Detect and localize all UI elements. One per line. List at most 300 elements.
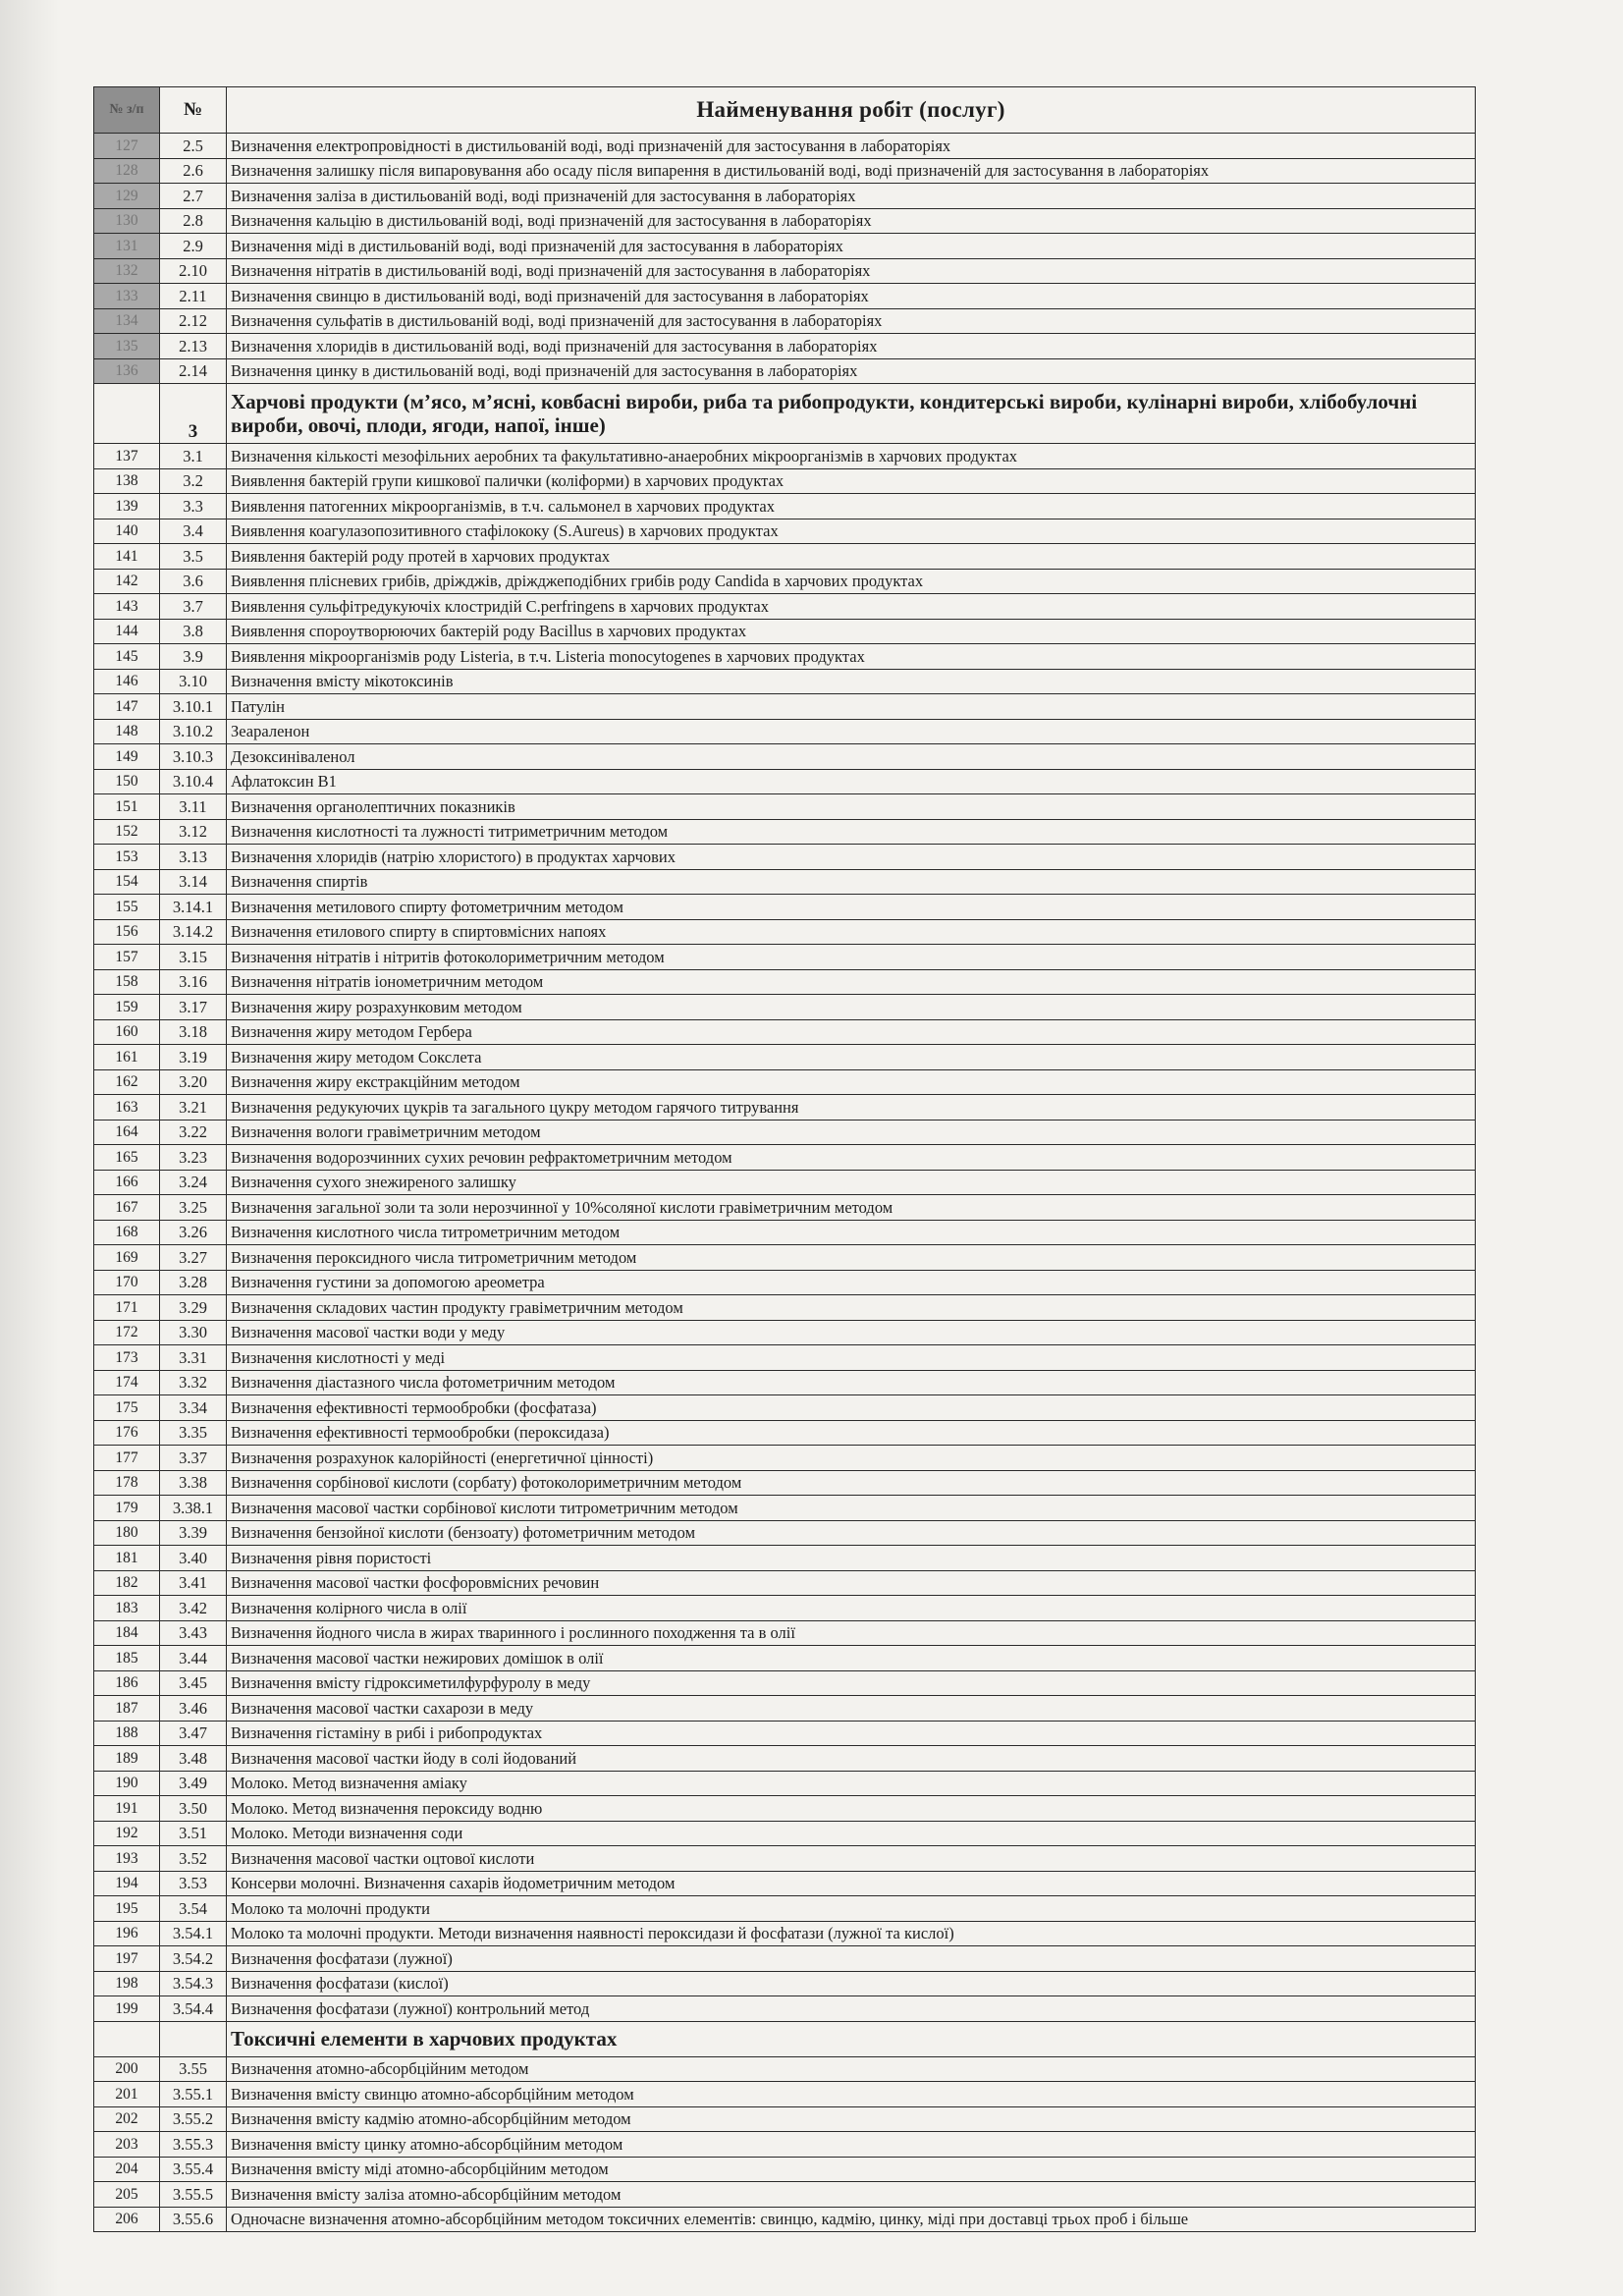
table-row — [94, 2132, 1476, 2158]
table-row — [94, 1546, 1476, 1571]
cell-no: 3.34 — [160, 1395, 227, 1421]
cell-no: 3.21 — [160, 1095, 227, 1121]
cell-pp: 177 — [94, 1446, 160, 1471]
cell-pp: 133 — [94, 284, 160, 309]
table-row — [94, 519, 1476, 544]
cell-name: Визначення сульфатів в дистильованій воді, воді призначеній для застосування в лабораторіях — [227, 308, 1476, 334]
cell-name: Дезоксиніваленол — [227, 744, 1476, 770]
table-row — [94, 1596, 1476, 1621]
cell-no: 3.10.4 — [160, 769, 227, 794]
table-row — [94, 1796, 1476, 1822]
cell-pp: 153 — [94, 845, 160, 870]
cell-pp: 129 — [94, 184, 160, 209]
table-row — [94, 1971, 1476, 1996]
cell-no: 3.55 — [160, 2056, 227, 2082]
cell-pp: 136 — [94, 358, 160, 384]
header-name: Найменування робіт (послуг) — [227, 87, 1476, 134]
cell-pp: 193 — [94, 1846, 160, 1872]
cell-pp — [94, 2021, 160, 2056]
cell-name: Молоко та молочні продукти. Методи визначення наявності пероксидази й фосфатази (лужної та кислої) — [227, 1921, 1476, 1946]
table-row — [94, 1896, 1476, 1922]
table-row — [94, 468, 1476, 494]
cell-no: 3.9 — [160, 644, 227, 670]
table-row — [94, 1420, 1476, 1446]
table-row — [94, 1771, 1476, 1796]
cell-pp: 141 — [94, 544, 160, 570]
cell-no: 3.16 — [160, 969, 227, 995]
cell-no: 3.14 — [160, 869, 227, 895]
cell-pp: 167 — [94, 1195, 160, 1221]
cell-name: Афлатоксин В1 — [227, 769, 1476, 794]
table-row — [94, 594, 1476, 620]
table-row — [94, 1245, 1476, 1271]
cell-no: 3.37 — [160, 1446, 227, 1471]
cell-pp: 195 — [94, 1896, 160, 1922]
cell-name: Визначення водорозчинних сухих речовин рефрактометричним методом — [227, 1145, 1476, 1171]
cell-no: 3.55.2 — [160, 2106, 227, 2132]
cell-name: Визначення фосфатази (кислої) — [227, 1971, 1476, 1996]
table-row — [94, 1019, 1476, 1045]
cell-no: 3.55.1 — [160, 2082, 227, 2107]
cell-pp: 156 — [94, 919, 160, 945]
cell-pp: 205 — [94, 2182, 160, 2208]
cell-no: 3.14.1 — [160, 895, 227, 920]
cell-no: 3.53 — [160, 1871, 227, 1896]
cell-pp: 157 — [94, 945, 160, 970]
cell-name: Визначення вмісту міді атомно-абсорбційним методом — [227, 2157, 1476, 2182]
table-row — [94, 969, 1476, 995]
cell-no: 2.8 — [160, 208, 227, 234]
cell-no: 3.7 — [160, 594, 227, 620]
cell-pp: 161 — [94, 1045, 160, 1070]
cell-no: 3.6 — [160, 569, 227, 594]
cell-pp: 138 — [94, 468, 160, 494]
table-row — [94, 494, 1476, 519]
cell-no: 3.25 — [160, 1195, 227, 1221]
table-row — [94, 1320, 1476, 1345]
cell-name: Молоко. Методи визначення соди — [227, 1821, 1476, 1846]
table-row — [94, 619, 1476, 644]
table-header — [94, 87, 1476, 134]
table-row — [94, 1095, 1476, 1121]
table-row — [94, 134, 1476, 159]
cell-name: Визначення цинку в дистильованій воді, воді призначеній для застосування в лабораторіях — [227, 358, 1476, 384]
cell-pp: 201 — [94, 2082, 160, 2107]
table-row — [94, 358, 1476, 384]
cell-name: Визначення вмісту кадмію атомно-абсорбційним методом — [227, 2106, 1476, 2132]
cell-no: 3.38 — [160, 1470, 227, 1496]
table-row — [94, 1045, 1476, 1070]
table-row — [94, 995, 1476, 1020]
cell-no: 3.10.3 — [160, 744, 227, 770]
table-row — [94, 1646, 1476, 1671]
cell-name: Харчові продукти (м’ясо, м’ясні, ковбасні вироби, риба та рибопродукти, кондитерські вироби, кулінарні вироби, хлібобулочні вироби, овочі, плоди, ягоди, напої, інше) — [227, 384, 1476, 444]
cell-no: 3.55.5 — [160, 2182, 227, 2208]
cell-pp: 206 — [94, 2207, 160, 2232]
cell-no: 3.5 — [160, 544, 227, 570]
table-row — [94, 2082, 1476, 2107]
cell-name: Визначення кількості мезофільних аеробних та факультативно-анаеробних мікроорганізмів в харчових продуктах — [227, 444, 1476, 469]
cell-name: Визначення діастазного числа фотометричним методом — [227, 1370, 1476, 1395]
table-row — [94, 644, 1476, 670]
cell-pp: 187 — [94, 1696, 160, 1722]
cell-name: Визначення нітратів іонометричним методом — [227, 969, 1476, 995]
cell-pp: 154 — [94, 869, 160, 895]
cell-no: 3.50 — [160, 1796, 227, 1822]
cell-name: Визначення масової частки фосфоровмісних речовин — [227, 1570, 1476, 1596]
cell-no: 3.11 — [160, 794, 227, 820]
cell-no: 3.48 — [160, 1746, 227, 1772]
cell-pp: 190 — [94, 1771, 160, 1796]
cell-no: 3.47 — [160, 1721, 227, 1746]
cell-no: 3.55.3 — [160, 2132, 227, 2158]
cell-pp: 135 — [94, 334, 160, 359]
cell-no: 3.54.2 — [160, 1946, 227, 1972]
cell-pp: 162 — [94, 1069, 160, 1095]
table-row — [94, 1345, 1476, 1371]
cell-pp: 159 — [94, 995, 160, 1020]
table-row — [94, 1620, 1476, 1646]
cell-name: Визначення вмісту заліза атомно-абсорбційним методом — [227, 2182, 1476, 2208]
cell-name: Визначення жиру екстракційним методом — [227, 1069, 1476, 1095]
cell-name: Виявлення патогенних мікроорганізмів, в т.ч. сальмонел в харчових продуктах — [227, 494, 1476, 519]
table-row — [94, 794, 1476, 820]
cell-pp: 188 — [94, 1721, 160, 1746]
cell-pp: 168 — [94, 1220, 160, 1245]
cell-name: Визначення бензойної кислоти (бензоату) фотометричним методом — [227, 1520, 1476, 1546]
cell-name: Молоко та молочні продукти — [227, 1896, 1476, 1922]
cell-name: Визначення свинцю в дистильованій воді, воді призначеній для застосування в лабораторіях — [227, 284, 1476, 309]
cell-no: 3.54.1 — [160, 1921, 227, 1946]
cell-name: Визначення кальцію в дистильованій воді, воді призначеній для застосування в лабораторіях — [227, 208, 1476, 234]
cell-no: 3.18 — [160, 1019, 227, 1045]
cell-no: 3.38.1 — [160, 1496, 227, 1521]
cell-name: Виявлення спороутворюючих бактерій роду Bacillus в харчових продуктах — [227, 619, 1476, 644]
cell-no: 3.2 — [160, 468, 227, 494]
cell-no: 3.45 — [160, 1670, 227, 1696]
cell-pp: 165 — [94, 1145, 160, 1171]
cell-no: 3.4 — [160, 519, 227, 544]
table-row — [94, 569, 1476, 594]
table-row — [94, 334, 1476, 359]
cell-no: 3.23 — [160, 1145, 227, 1171]
cell-pp: 130 — [94, 208, 160, 234]
cell-pp: 170 — [94, 1270, 160, 1295]
cell-name: Виявлення бактерій групи кишкової палички (коліформи) в харчових продуктах — [227, 468, 1476, 494]
cell-no: 3.30 — [160, 1320, 227, 1345]
cell-name: Визначення складових частин продукту гравіметричним методом — [227, 1295, 1476, 1321]
table-row — [94, 1270, 1476, 1295]
cell-name: Визначення рівня пористості — [227, 1546, 1476, 1571]
cell-pp: 142 — [94, 569, 160, 594]
cell-no: 3.41 — [160, 1570, 227, 1596]
cell-pp: 160 — [94, 1019, 160, 1045]
cell-no: 2.11 — [160, 284, 227, 309]
table-row — [94, 1069, 1476, 1095]
cell-pp: 128 — [94, 158, 160, 184]
cell-no — [160, 2021, 227, 2056]
cell-no: 3.10 — [160, 669, 227, 694]
cell-name: Визначення масової частки оцтової кислоти — [227, 1846, 1476, 1872]
cell-no: 3.15 — [160, 945, 227, 970]
cell-name: Визначення ефективності термообробки (пероксидаза) — [227, 1420, 1476, 1446]
table-row — [94, 1821, 1476, 1846]
cell-no: 3.3 — [160, 494, 227, 519]
cell-pp: 134 — [94, 308, 160, 334]
table-row — [94, 719, 1476, 744]
table-row — [94, 1946, 1476, 1972]
table-row — [94, 895, 1476, 920]
cell-pp: 184 — [94, 1620, 160, 1646]
cell-no: 3.46 — [160, 1696, 227, 1722]
cell-name: Визначення хлоридів в дистильованій воді, воді призначеній для застосування в лабораторіях — [227, 334, 1476, 359]
cell-name: Виявлення коагулазопозитивного стафілококу (S.Aureus) в харчових продуктах — [227, 519, 1476, 544]
table-row — [94, 2182, 1476, 2208]
cell-pp: 132 — [94, 258, 160, 284]
cell-no: 3.28 — [160, 1270, 227, 1295]
cell-pp: 194 — [94, 1871, 160, 1896]
cell-pp: 131 — [94, 234, 160, 259]
cell-no: 3.35 — [160, 1420, 227, 1446]
table-row — [94, 1520, 1476, 1546]
cell-pp: 185 — [94, 1646, 160, 1671]
table-row — [94, 919, 1476, 945]
table-row — [94, 869, 1476, 895]
cell-no: 3.8 — [160, 619, 227, 644]
cell-name: Виявлення плісневих грибів, дріжджів, дріжджеподібних грибів роду Candida в харчових продуктах — [227, 569, 1476, 594]
cell-pp: 197 — [94, 1946, 160, 1972]
table-row — [94, 1370, 1476, 1395]
cell-name: Визначення метилового спирту фотометричним методом — [227, 895, 1476, 920]
cell-no: 3.42 — [160, 1596, 227, 1621]
cell-name: Виявлення бактерій роду протей в харчових продуктах — [227, 544, 1476, 570]
cell-name: Визначення атомно-абсорбційним методом — [227, 2056, 1476, 2082]
cell-name: Визначення сухого знежиреного залишку — [227, 1170, 1476, 1195]
cell-name: Визначення органолептичних показників — [227, 794, 1476, 820]
cell-name: Визначення редукуючих цукрів та загального цукру методом гарячого титрування — [227, 1095, 1476, 1121]
cell-no: 2.7 — [160, 184, 227, 209]
cell-no: 2.13 — [160, 334, 227, 359]
table-row — [94, 1195, 1476, 1221]
cell-pp: 137 — [94, 444, 160, 469]
cell-name: Визначення гістаміну в рибі і рибопродуктах — [227, 1721, 1476, 1746]
cell-pp: 140 — [94, 519, 160, 544]
cell-no: 2.14 — [160, 358, 227, 384]
table-row — [94, 845, 1476, 870]
cell-no: 3.19 — [160, 1045, 227, 1070]
cell-pp: 191 — [94, 1796, 160, 1822]
cell-pp: 145 — [94, 644, 160, 670]
table-row — [94, 208, 1476, 234]
cell-no: 2.10 — [160, 258, 227, 284]
table-body — [94, 134, 1476, 2232]
section-row — [94, 384, 1476, 444]
cell-name: Визначення електропровідності в дистильованій воді, воді призначеній для застосування в лабораторіях — [227, 134, 1476, 159]
cell-pp: 176 — [94, 1420, 160, 1446]
cell-no: 3.10.2 — [160, 719, 227, 744]
cell-name: Одночасне визначення атомно-абсорбційним методом токсичних елементів: свинцю, кадмію, цинку, міді при доставці трьох проб і більше — [227, 2207, 1476, 2232]
cell-name: Визначення ефективності термообробки (фосфатаза) — [227, 1395, 1476, 1421]
cell-name: Визначення вмісту свинцю атомно-абсорбційним методом — [227, 2082, 1476, 2107]
table-row — [94, 819, 1476, 845]
cell-no: 3.32 — [160, 1370, 227, 1395]
cell-pp: 151 — [94, 794, 160, 820]
cell-no: 3.10.1 — [160, 694, 227, 720]
cell-pp: 146 — [94, 669, 160, 694]
table-row — [94, 2157, 1476, 2182]
table-row — [94, 1746, 1476, 1772]
cell-name: Виявлення мікроорганізмів роду Listeria, в т.ч. Listeria monocytogenes в харчових продуктах — [227, 644, 1476, 670]
cell-name: Визначення розрахунок калорійності (енергетичної цінності) — [227, 1446, 1476, 1471]
cell-pp: 155 — [94, 895, 160, 920]
table-row — [94, 1721, 1476, 1746]
cell-name: Визначення етилового спирту в спиртовмісних напоях — [227, 919, 1476, 945]
cell-pp: 180 — [94, 1520, 160, 1546]
cell-pp: 183 — [94, 1596, 160, 1621]
table-row — [94, 1846, 1476, 1872]
cell-name: Визначення сорбінової кислоти (сорбату) фотоколориметричним методом — [227, 1470, 1476, 1496]
table-row — [94, 2056, 1476, 2082]
cell-name: Визначення спиртів — [227, 869, 1476, 895]
cell-pp: 203 — [94, 2132, 160, 2158]
cell-name: Визначення масової частки йоду в солі йодований — [227, 1746, 1476, 1772]
cell-pp: 127 — [94, 134, 160, 159]
cell-no: 3.26 — [160, 1220, 227, 1245]
table-row — [94, 1871, 1476, 1896]
table-row — [94, 2106, 1476, 2132]
table-row — [94, 234, 1476, 259]
cell-name: Визначення йодного числа в жирах тваринного і рослинного походження та в олії — [227, 1620, 1476, 1646]
cell-pp: 198 — [94, 1971, 160, 1996]
cell-no: 3.31 — [160, 1345, 227, 1371]
cell-no: 2.9 — [160, 234, 227, 259]
cell-pp: 179 — [94, 1496, 160, 1521]
cell-name: Визначення пероксидного числа титрометричним методом — [227, 1245, 1476, 1271]
cell-pp: 192 — [94, 1821, 160, 1846]
table-row — [94, 2207, 1476, 2232]
section-row — [94, 2021, 1476, 2056]
header-row — [94, 87, 1476, 134]
cell-name: Визначення вологи гравіметричним методом — [227, 1120, 1476, 1145]
cell-no: 3.54.3 — [160, 1971, 227, 1996]
cell-name: Визначення фосфатази (лужної) контрольний метод — [227, 1996, 1476, 2022]
cell-name: Визначення жиру розрахунковим методом — [227, 995, 1476, 1020]
cell-name: Консерви молочні. Визначення сахарів йодометричним методом — [227, 1871, 1476, 1896]
cell-pp: 173 — [94, 1345, 160, 1371]
cell-name: Визначення нітратів в дистильованій воді, воді призначеній для застосування в лабораторіях — [227, 258, 1476, 284]
table-row — [94, 1996, 1476, 2022]
cell-no: 3.39 — [160, 1520, 227, 1546]
cell-pp: 199 — [94, 1996, 160, 2022]
services-table — [93, 86, 1476, 2232]
cell-name: Визначення колірного числа в олії — [227, 1596, 1476, 1621]
table-row — [94, 1570, 1476, 1596]
cell-name: Визначення залишку після випаровування або осаду після випарення в дистильованій воді, воді призначеній для застосування в лабораторіях — [227, 158, 1476, 184]
table-row — [94, 1145, 1476, 1171]
cell-no: 3.49 — [160, 1771, 227, 1796]
cell-name: Визначення масової частки сахарози в меду — [227, 1696, 1476, 1722]
cell-pp: 150 — [94, 769, 160, 794]
table-row — [94, 694, 1476, 720]
cell-pp: 202 — [94, 2106, 160, 2132]
cell-no: 2.12 — [160, 308, 227, 334]
cell-pp: 147 — [94, 694, 160, 720]
cell-name: Визначення міді в дистильованій воді, воді призначеній для застосування в лабораторіях — [227, 234, 1476, 259]
table-row — [94, 284, 1476, 309]
table-row — [94, 1921, 1476, 1946]
cell-no: 3.20 — [160, 1069, 227, 1095]
cell-pp: 143 — [94, 594, 160, 620]
table-row — [94, 1395, 1476, 1421]
cell-name: Визначення масової частки води у меду — [227, 1320, 1476, 1345]
cell-name: Визначення вмісту мікотоксинів — [227, 669, 1476, 694]
table-row — [94, 945, 1476, 970]
table-row — [94, 1446, 1476, 1471]
table-row — [94, 1295, 1476, 1321]
cell-name: Визначення кислотного числа титрометричним методом — [227, 1220, 1476, 1245]
cell-pp: 171 — [94, 1295, 160, 1321]
cell-pp: 174 — [94, 1370, 160, 1395]
cell-pp: 200 — [94, 2056, 160, 2082]
cell-pp: 164 — [94, 1120, 160, 1145]
table-row — [94, 444, 1476, 469]
cell-name: Визначення заліза в дистильованій воді, воді призначеній для застосування в лабораторіях — [227, 184, 1476, 209]
table-row — [94, 544, 1476, 570]
table-row — [94, 1220, 1476, 1245]
cell-no: 3.43 — [160, 1620, 227, 1646]
table-row — [94, 769, 1476, 794]
cell-no: 3.51 — [160, 1821, 227, 1846]
cell-pp: 189 — [94, 1746, 160, 1772]
cell-pp: 186 — [94, 1670, 160, 1696]
cell-no: 3.14.2 — [160, 919, 227, 945]
cell-name: Молоко. Метод визначення аміаку — [227, 1771, 1476, 1796]
cell-name: Визначення вмісту гідроксиметилфурфуролу в меду — [227, 1670, 1476, 1696]
table-row — [94, 1670, 1476, 1696]
cell-pp: 178 — [94, 1470, 160, 1496]
cell-name: Зеараленон — [227, 719, 1476, 744]
table-row — [94, 1696, 1476, 1722]
cell-pp: 175 — [94, 1395, 160, 1421]
table-row — [94, 1496, 1476, 1521]
cell-name: Виявлення сульфітредукуючіх клостридій C.perfringens в харчових продуктах — [227, 594, 1476, 620]
cell-pp: 182 — [94, 1570, 160, 1596]
cell-no: 3.1 — [160, 444, 227, 469]
cell-name: Визначення жиру методом Сокслета — [227, 1045, 1476, 1070]
cell-no: 2.6 — [160, 158, 227, 184]
cell-name: Визначення фосфатази (лужної) — [227, 1946, 1476, 1972]
cell-no: 3.54 — [160, 1896, 227, 1922]
cell-no: 3.40 — [160, 1546, 227, 1571]
services-table-wrapper — [93, 86, 1475, 2232]
table-row — [94, 258, 1476, 284]
cell-pp: 144 — [94, 619, 160, 644]
table-row — [94, 158, 1476, 184]
cell-no: 3 — [160, 384, 227, 444]
cell-name: Патулін — [227, 694, 1476, 720]
table-row — [94, 1120, 1476, 1145]
table-row — [94, 184, 1476, 209]
cell-no: 3.29 — [160, 1295, 227, 1321]
cell-name: Визначення загальної золи та золи нерозчинної у 10%соляної кислоти гравіметричним методом — [227, 1195, 1476, 1221]
cell-pp: 181 — [94, 1546, 160, 1571]
table-row — [94, 308, 1476, 334]
cell-no: 3.22 — [160, 1120, 227, 1145]
cell-name: Визначення густини за допомогою ареометра — [227, 1270, 1476, 1295]
cell-name: Визначення масової частки нежирових домішок в олії — [227, 1646, 1476, 1671]
cell-name: Визначення масової частки сорбінової кислоти титрометричним методом — [227, 1496, 1476, 1521]
cell-no: 3.55.4 — [160, 2157, 227, 2182]
